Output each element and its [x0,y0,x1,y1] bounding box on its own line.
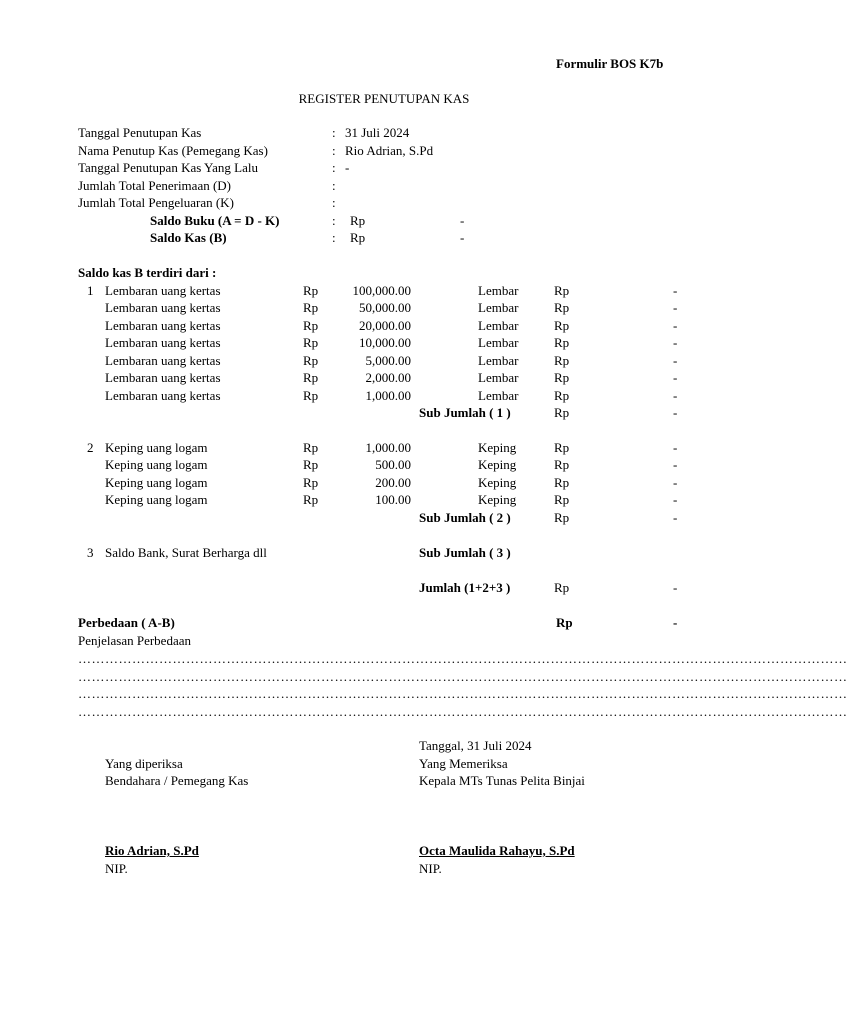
table-row-item: Lembaran uang kertas [105,388,221,403]
currency: Rp [303,370,319,385]
table-row-item: Keping uang logam [105,475,208,490]
subtotal-2-value: - [673,510,678,525]
table-row-unit: Keping [478,440,517,455]
currency: Rp [554,492,570,507]
table-row-unit: Lembar [478,353,519,368]
table-row-unit: Lembar [478,300,519,315]
table-row-amount: - [673,335,678,350]
group2-number: 2 [87,440,94,455]
saldo-kas-currency: Rp [350,230,366,245]
table-row-denomination: 10,000.00 [359,335,411,350]
difference-value: - [673,615,678,630]
table-row-unit: Lembar [478,335,519,350]
currency: Rp [554,510,570,525]
colon: : [332,125,336,140]
left-signer-nip: NIP. [105,861,128,876]
header-label-total-expenses: Jumlah Total Pengeluaran (K) [78,195,234,210]
table-row-amount: - [673,475,678,490]
explanation-label: Penjelasan Perbedaan [78,633,191,648]
currency: Rp [554,457,570,472]
currency: Rp [554,405,570,420]
saldo-buku-value: - [460,213,465,228]
right-signer-role: Yang Memeriksa [419,756,508,771]
header-label-closer-name: Nama Penutup Kas (Pemegang Kas) [78,143,268,158]
header-value-previous-closing: - [345,160,350,175]
currency: Rp [554,370,570,385]
total-value: - [673,580,678,595]
colon: : [332,213,336,228]
saldo-buku-label: Saldo Buku (A = D - K) [150,213,280,228]
table-row-unit: Lembar [478,283,519,298]
table-row-item: Keping uang logam [105,440,208,455]
table-row-item: Lembaran uang kertas [105,283,221,298]
currency: Rp [554,283,570,298]
dotted-line: ……………………………………………………………………………………………………………………………………………………… [78,704,848,719]
table-row-denomination: 2,000.00 [365,370,411,385]
table-row-item: Lembaran uang kertas [105,370,221,385]
table-row-unit: Keping [478,475,517,490]
table-row-item: Lembaran uang kertas [105,318,221,333]
header-value-closing-date: 31 Juli 2024 [345,125,410,140]
table-row-item: Lembaran uang kertas [105,353,221,368]
right-signer-nip: NIP. [419,861,442,876]
left-signer-name: Rio Adrian, S.Pd [105,843,199,858]
colon: : [332,143,336,158]
breakdown-title: Saldo kas B terdiri dari : [78,265,217,280]
header-label-total-receipts: Jumlah Total Penerimaan (D) [78,178,232,193]
dotted-line: ……………………………………………………………………………………………………………………………………………………… [78,651,848,666]
table-row-unit: Lembar [478,388,519,403]
saldo-kas-value: - [460,230,465,245]
subtotal-1-label: Sub Jumlah ( 1 ) [419,405,511,420]
table-row-unit: Lembar [478,370,519,385]
left-signer-title: Bendahara / Pemegang Kas [105,773,249,788]
table-row-amount: - [673,388,678,403]
currency: Rp [303,475,319,490]
table-row-unit: Lembar [478,318,519,333]
total-currency: Rp [554,580,570,595]
currency: Rp [303,457,319,472]
dotted-line: ……………………………………………………………………………………………………………………………………………………… [78,686,848,701]
subtotal-2-label: Sub Jumlah ( 2 ) [419,510,511,525]
table-row-unit: Keping [478,457,517,472]
difference-label: Perbedaan ( A-B) [78,615,175,630]
left-signer-role: Yang diperiksa [105,756,183,771]
dotted-line: ……………………………………………………………………………………………………………………………………………………… [78,669,848,684]
table-row-amount: - [673,283,678,298]
table-row-amount: - [673,492,678,507]
table-row-denomination: 100.00 [375,492,411,507]
currency: Rp [554,353,570,368]
currency: Rp [303,318,319,333]
difference-currency: Rp [556,615,573,630]
table-row-denomination: 500.00 [375,457,411,472]
colon: : [332,230,336,245]
currency: Rp [303,335,319,350]
currency: Rp [303,353,319,368]
currency: Rp [303,300,319,315]
colon: : [332,160,336,175]
right-signer-name: Octa Maulida Rahayu, S.Pd [419,843,575,858]
currency: Rp [554,318,570,333]
table-row-amount: - [673,440,678,455]
right-signer-title: Kepala MTs Tunas Pelita Binjai [419,773,585,788]
total-label: Jumlah (1+2+3 ) [419,580,511,595]
saldo-kas-label: Saldo Kas (B) [150,230,227,245]
currency: Rp [554,440,570,455]
saldo-buku-currency: Rp [350,213,366,228]
colon: : [332,195,336,210]
table-row-amount: - [673,318,678,333]
table-row-item: Lembaran uang kertas [105,335,221,350]
table-row-amount: - [673,353,678,368]
subtotal-1-value: - [673,405,678,420]
group1-number: 1 [87,283,94,298]
group3-item: Saldo Bank, Surat Berharga dll [105,545,267,560]
group3-number: 3 [87,545,94,560]
table-row-denomination: 20,000.00 [359,318,411,333]
currency: Rp [554,475,570,490]
header-label-previous-closing: Tanggal Penutupan Kas Yang Lalu [78,160,258,175]
table-row-item: Keping uang logam [105,492,208,507]
currency: Rp [554,388,570,403]
table-row-denomination: 200.00 [375,475,411,490]
table-row-amount: - [673,457,678,472]
currency: Rp [303,388,319,403]
table-row-denomination: 50,000.00 [359,300,411,315]
currency: Rp [554,335,570,350]
currency: Rp [303,440,319,455]
currency: Rp [303,283,319,298]
table-row-amount: - [673,300,678,315]
header-value-closer-name: Rio Adrian, S.Pd [345,143,434,158]
table-row-denomination: 1,000.00 [365,440,411,455]
header-label-closing-date: Tanggal Penutupan Kas [78,125,202,140]
table-row-item: Keping uang logam [105,457,208,472]
signature-date: Tanggal, 31 Juli 2024 [419,738,532,753]
table-row-denomination: 5,000.00 [365,353,411,368]
currency: Rp [554,300,570,315]
colon: : [332,178,336,193]
table-row-unit: Keping [478,492,517,507]
table-row-item: Lembaran uang kertas [105,300,221,315]
table-row-denomination: 1,000.00 [365,388,411,403]
table-row-amount: - [673,370,678,385]
subtotal-3-label: Sub Jumlah ( 3 ) [419,545,511,560]
page-title: REGISTER PENUTUPAN KAS [298,91,470,106]
currency: Rp [303,492,319,507]
table-row-denomination: 100,000.00 [352,283,411,298]
form-code: Formulir BOS K7b [556,56,664,71]
